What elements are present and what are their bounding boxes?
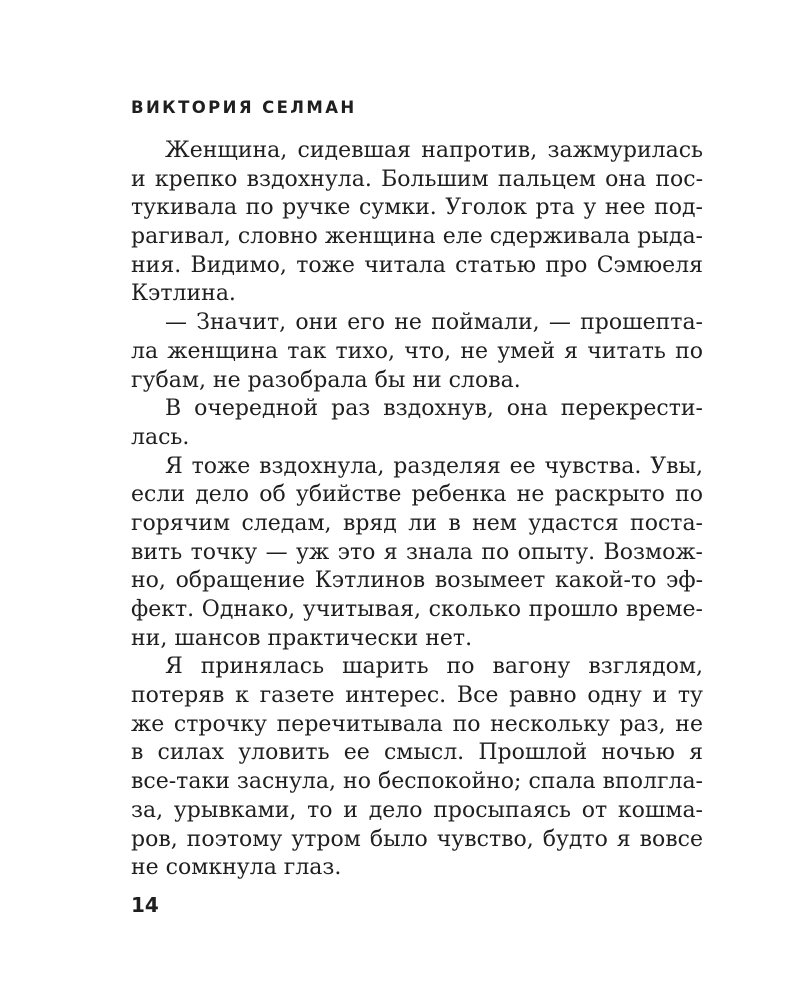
text-line: в силах уловить ее смысл. Прошлой ночью я [131, 740, 703, 766]
text-line: — Значит, они его не поймали, — прошепта- [165, 310, 703, 336]
text-line: рагивал, словно женщина еле сдерживала рыда- [131, 224, 703, 250]
text-line: В очередной раз вздохнув, она перекрести- [165, 396, 703, 422]
text-line: Я тоже вздохнула, разделяя ее чувства. Увы, [165, 453, 703, 479]
text-line: ла женщина так тихо, что, не умей я читать по [131, 338, 703, 364]
text-line: лась. [131, 424, 190, 450]
text-line: же строчку перечитывала по нескольку раз, не [131, 711, 703, 737]
text-line: ни, шансов практически нет. [131, 625, 473, 651]
text-line: и крепко вздохнула. Большим пальцем она пос- [131, 166, 703, 192]
body-text [131, 137, 703, 883]
text-line: не сомкнула глаз. [131, 855, 342, 881]
text-line: горячим следам, вряд ли в нем удастся поста- [131, 510, 703, 536]
text-line: все-таки заснула, но беспокойно; спала вполгла- [131, 769, 703, 795]
text-line: фект. Однако, учитывая, сколько прошло време- [131, 597, 703, 622]
text-line: ров, поэтому утром было чувство, будто я вовсе [131, 826, 703, 852]
text-line: Женщина, сидевшая напротив, зажмурилась [165, 138, 703, 163]
text-line: но, обращение Кэтлинов возымеет какой-то эф- [131, 568, 703, 594]
text-line: потеряв к газете интерес. Все равно одну и ту [131, 683, 703, 709]
text-line: за, урывками, то и дело просыпаясь от кошма- [131, 797, 703, 823]
running-head: ВИКТОРИЯ СЕЛМАН [131, 98, 357, 117]
text-line: Я принялась шарить по вагону взглядом, [165, 654, 703, 680]
page-number: 14 [131, 893, 159, 917]
text-line: тукивала по ручке сумки. Уголок рта у нее под- [131, 195, 703, 221]
text-line: если дело об убийстве ребенка не раскрыто по [131, 482, 703, 508]
text-line: Кэтлина. [131, 281, 236, 307]
text-line: губам, не разобрала бы ни слова. [131, 367, 521, 393]
text-line: вить точку — уж это я знала по опыту. Возмож- [131, 539, 703, 565]
text-line: ния. Видимо, тоже читала статью про Сэмюеля [131, 252, 703, 278]
